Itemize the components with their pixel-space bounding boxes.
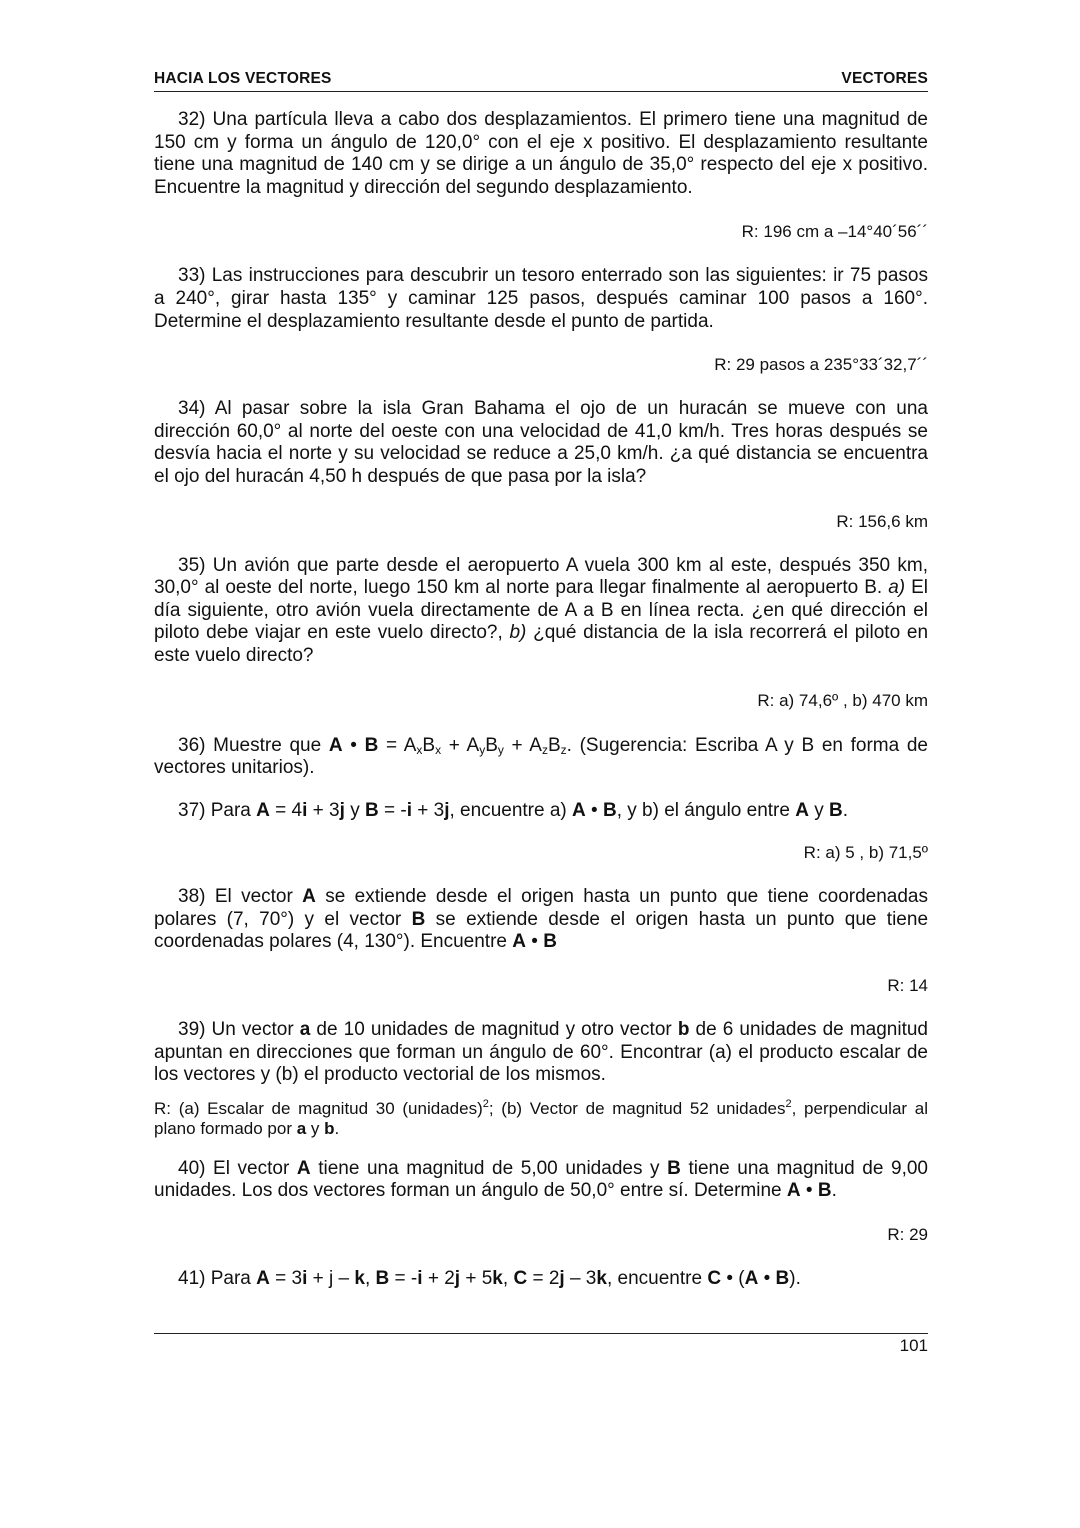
answer-37: R: a) 5 , b) 71,5º: [803, 843, 928, 863]
formula-term: $B_y$: [485, 734, 504, 757]
problem-34: 34) Al pasar sobre la isla Gran Bahama el ojo de un huracán se mueve con una dirección 60,0° al norte del oeste con una velocidad de 41,0 km/h. Tres horas después se desvía hacia el norte y su velocidad se reduce a 25,0 km/h. ¿a qué distancia se encuentra el ojo del huracán 4,50 h después de que pasa por la isla?: [154, 398, 928, 487]
formula-subscript: z: [541, 742, 548, 757]
page: [154, 70, 928, 1291]
running-header: [154, 70, 928, 92]
formula-term: $B_x$: [422, 734, 442, 757]
formula-term: $B_z$: [547, 734, 567, 757]
answer-34: R: 156,6 km: [836, 511, 928, 531]
formula-term: $A_x$: [403, 734, 423, 757]
problem-36: 36) Muestre que A • $B = A_xB_x + A_yB_y + A_zB_z$. (Sugerencia: Escriba A y B en forma de vectores unitarios).: [154, 734, 929, 779]
formula-subscript: y: [479, 742, 486, 757]
answer-39: R: (a) Escalar de magnitud 30 (unidades)$^2$; (b) Vector de magnitud 52 unidades$^2$, perpendicular al plano formado por a y b.: [154, 1097, 928, 1138]
answer-40: R: 29: [887, 1225, 928, 1245]
formula-operator: +: [503, 734, 530, 756]
answer-33: R: 29 pasos a 235°33´32,7´´: [714, 355, 928, 375]
page-number: 101: [899, 1336, 928, 1355]
formula-operator: +: [441, 734, 467, 756]
formula-subscript: x: [416, 742, 423, 757]
formula-subscript: z: [560, 742, 567, 757]
header-left: HACIA LOS VECTORES: [154, 70, 332, 87]
problem-32: 32) Una partícula lleva a cabo dos desplazamientos. El primero tiene una magnitud de 150 cm y forma un ángulo de 120,0° con el eje x positivo. El desplazamiento resultante tiene una magnitud de 140 cm y se dirige a un ángulo de 35,0° respecto del eje x positivo. Encuentre la magnitud y dirección del segundo desplazamiento.: [154, 109, 928, 198]
formula-subscript: y: [497, 742, 504, 757]
dot-product-formula: [404, 735, 567, 756]
answer-38: R: 14: [887, 976, 928, 996]
formula-term: $A_y$: [466, 734, 486, 757]
content: [154, 109, 928, 1291]
part-a-label: a): [888, 577, 906, 599]
formula-term: $A_z$: [529, 734, 548, 757]
header-right: VECTORES: [841, 70, 928, 87]
problem-38: 38) El vector A se extiende desde el origen hasta un punto que tiene coordenadas polares (7, 70°) y el vector B se extiende desde el origen hasta un punto que tiene coordenadas polares (4, 130°). Encuentre A • B: [154, 886, 929, 953]
problem-37: 37) Para A = 4i + 3j y B = -i + 3j, encuentre a) A • B, y b) el ángulo entre A y B.: [178, 799, 849, 821]
problem-40: 40) El vector A tiene una magnitud de 5,00 unidades y B tiene una magnitud de 9,00 unidades. Los dos vectores forman un ángulo de 50,0° entre sí. Determine A • B.: [154, 1157, 929, 1202]
answer-35: R: a) 74,6º , b) 470 km: [757, 690, 928, 710]
page-footer: [154, 1333, 928, 1356]
problem-35: 35) Un avión que parte desde el aeropuerto A vuela 300 km al este, después 350 km, 30,0° al oeste del norte, luego 150 km al norte para llegar finalmente al aeropuerto B. a) El día siguiente, otro avión vuela directamente de A a B en línea recta. ¿en qué dirección el piloto debe viajar en este vuelo directo?, b) ¿qué distancia de la isla recorrerá el piloto en este vuelo directo?: [154, 554, 929, 666]
formula-subscript: x: [435, 742, 442, 757]
problem-39: 39) Un vector a de 10 unidades de magnitud y otro vector b de 6 unidades de magnitud apuntan en direcciones que forman un ángulo de 60°. Encontrar (a) el producto escalar de los vectores y (b) el producto vectorial de los mismos.: [154, 1019, 929, 1086]
problem-41: 41) Para A = 3i + j – k, B = -i + 2j + 5k, C = 2j – 3k, encuentre C • (A • B).: [178, 1268, 801, 1290]
answer-32: R: 196 cm a –14°40´56´´: [741, 222, 928, 242]
problem-33: 33) Las instrucciones para descubrir un tesoro enterrado son las siguientes: ir 75 pasos a 240°, girar hasta 135° y caminar 125 pasos, después caminar 100 pasos a 160°. Determine el desplazamiento resultante desde el punto de partida.: [154, 265, 928, 332]
part-b-label: b): [509, 622, 527, 644]
